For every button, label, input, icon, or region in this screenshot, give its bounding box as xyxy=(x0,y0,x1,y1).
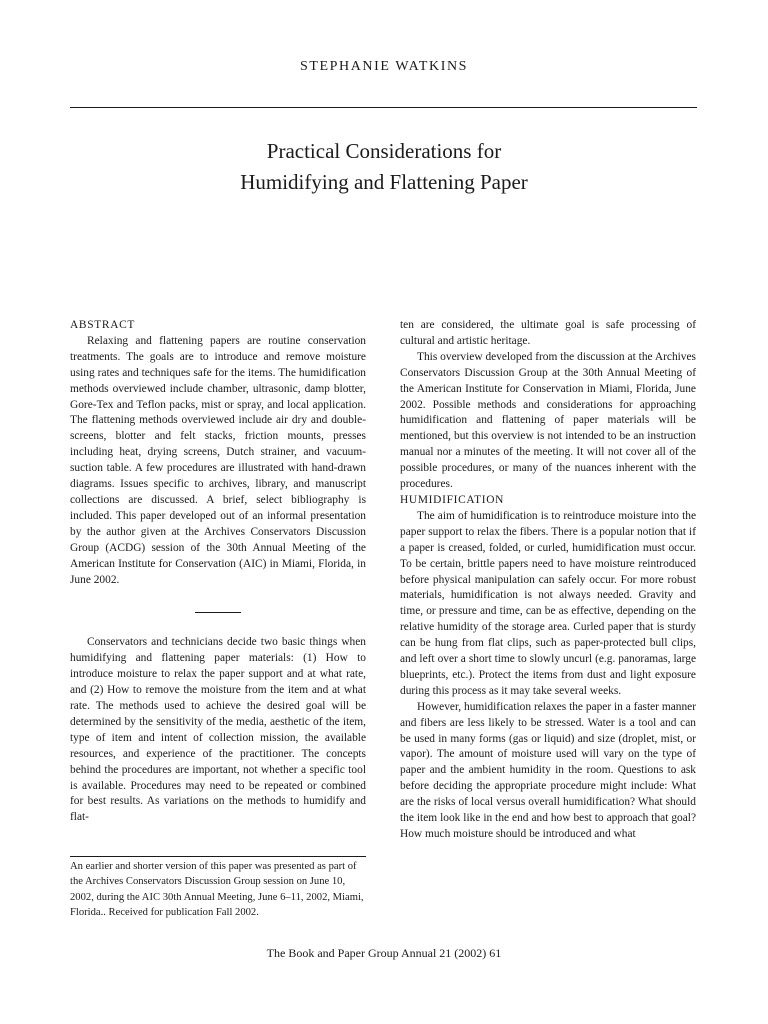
intro-paragraph: Conservators and technicians decide two basic things when humidifying and flattening paper materials: (1) How to introduce moisture to relax the paper support and at what rate, and (2) How to remove the moisture from the item and at what rate. The methods used to achieve the desired goal will be determined by the sensitivity of the media, aesthetic of the item, type of item and intent of collection mission, the available resources, and experience of the practitioner. The concepts behind the procedures are important, not whether a specific tool is available. Procedures may need to be repeated or combined for best results. As variations on the methods to humidify and flat- xyxy=(70,636,366,824)
abstract-paragraph: Relaxing and flattening papers are routine conservation treatments. The goals are to introduce and remove moisture using rates and techniques safe for the items. The humidification methods overviewed include chamber, ultrasonic, damp blotter, Gore-Tex and Teflon packs, mist or spray, and local application. The flattening methods overviewed include air dry and double-screens, blotter and felt stacks, friction mounts, presses including heat, drying screens, Dutch strainer, and vacuum-suction table. A few procedures are illustrated with hand-drawn diagrams. Issues specific to archives, library, and manuscript collections are discussed. A brief, select bibliography is included. This paper developed out of an informal presentation by the author given at the Archives Conservators Discussion Group (ACDG) session of the 30th Annual Meeting of the American Institute for Conservation (AIC) in Miami, Florida, in June 2002. xyxy=(70,334,366,586)
left-column xyxy=(70,318,366,826)
title-line-1: Practical Considerations for xyxy=(266,139,502,163)
overview-paragraph: This overview developed from the discussion at the Archives Conservators Discussion Group at the 30th Annual Meeting of the American Institute for Conservation in Miami, Florida, June 2002. Possible methods and considerations for approaching humidification and flattening of paper materials will be mentioned, but this overview is not intended to be an instruction manual nor a minutes of the meeting. It will not cover all of the possible procedures, or many of the nuances inherent with the procedures. xyxy=(400,350,696,491)
footnote-rule xyxy=(70,856,366,857)
right-column xyxy=(400,318,696,843)
author-name: STEPHANIE WATKINS xyxy=(299,59,469,74)
humidification-paragraph-1: The aim of humidification is to reintroduce moisture into the paper support to relax the fibers. There is a popular notion that if a paper is creased, folded, or curled, humidification must occur. To be certain, brittle papers need to have moisture reintroduced before physical manipulation can safely occur. For more robust materials, humidification is not always needed. Gravity and time, or pressure and time, can be as effective, depending on the relative humidity of the storage area. Curled paper that is sturdy can be hung from flat clips, such as paper-protected bull clips, and left over a short time to slowly uncurl (e.g. panoramas, large blueprints, etc.). Protect the items from dust and light exposure during this process as it may take several weeks. xyxy=(400,509,696,697)
page-footer-citation: The Book and Paper Group Annual 21 (2002) 61 xyxy=(266,946,502,960)
abstract-heading: ABSTRACT xyxy=(70,319,136,331)
section-divider xyxy=(195,612,241,613)
header-rule xyxy=(70,107,697,108)
humidification-paragraph-2: However, humidification relaxes the paper in a faster manner and fibers are less likely to be stressed. Water is a tool and can be used in many forms (gas or liquid) and size (droplet, mist, or vapor). The amount of moisture used will vary on the type of paper and the ambient humidity in the room. Questions to ask before deciding the appropriate procedure might include: What are the risks of local versus overall humidification? What should the item look like in the end and how best to approach that goal? How much moisture should be introduced and what xyxy=(400,700,696,840)
continuation-paragraph: ten are considered, the ultimate goal is safe processing of cultural and artistic heritage. xyxy=(400,319,696,347)
footnote: An earlier and shorter version of this paper was presented as part of the Archives Conservators Discussion Group session on June 10, 2002, during the AIC 30th Annual Meeting, June 6–11, 2002, Miami, Florida.. Received for publication Fall 2002. xyxy=(70,861,364,918)
article-title xyxy=(0,136,768,198)
title-line-2: Humidifying and Flattening Paper xyxy=(240,170,528,194)
humidification-heading: HUMIDIFICATION xyxy=(400,493,505,506)
